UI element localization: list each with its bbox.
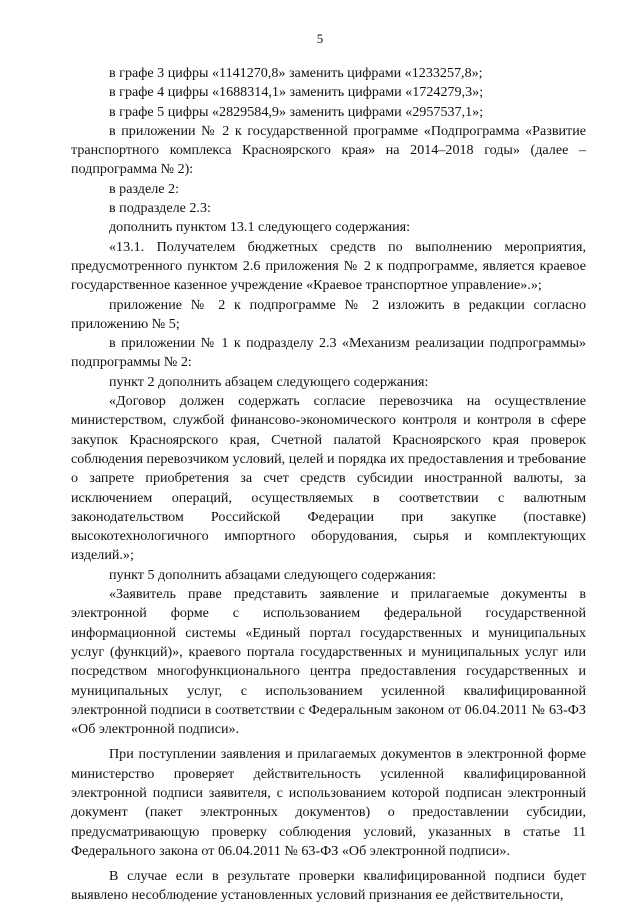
paragraph-graph3: в графе 3 цифры «1141270,8» заменить цифрами «1233257,8»;	[109, 65, 483, 81]
paragraph-appendix2: в приложении № 2 к государственной программе «Подпрограмма «Развитие транспортного комплекса Красноярского края» на 2014–2018 годы» (далее – подпрограмма № 2):	[71, 122, 586, 178]
paragraph-signature-check: В случае если в результате проверки квалифицированной подписи будет выявлено несоблюдение установленных условий признания ее действительности,	[71, 868, 586, 904]
paragraph-point5-add: пункт 5 дополнить абзацами следующего содержания:	[109, 566, 436, 583]
paragraph-add-13-1: дополнить пунктом 13.1 следующего содержания:	[109, 219, 411, 236]
paragraph-applicant-text: «Заявитель праве представить заявление и прилагаемые документы в электронной форме с использованием федеральной государственной информационной системы «Единый портал государственных и муниципальных услуг (функций)», краевого портала государственных и муниципальных услуг или посредством многофункционального центра предоставления государственных и муниципальных услуг, с использованием усиленной квалифицированной электронной подписи в соответствии с Федеральным законом от 06.04.2011 № 63-ФЗ «Об электронной подписи».	[71, 586, 586, 738]
paragraph-appendix1-mechanism: в приложении № 1 к подразделу 2.3 «Механизм реализации подпрограммы» подпрограммы № 2:	[71, 335, 586, 371]
page-number: 5	[316, 31, 324, 46]
paragraph-point2-add: пункт 2 дополнить абзацем следующего содержания:	[109, 373, 429, 390]
paragraph-graph5: в графе 5 цифры «2829584,9» заменить цифрами «2957537,1»;	[109, 103, 484, 120]
paragraph-electronic-receipt: При поступлении заявления и прилагаемых документов в электронной форме министерство проверяет действительность усиленной квалифицированной электронной подписи заявителя, с использованием которой подписан электронный документ (пакет электронных документов) о предоставлении субсидии, предусматривающую проверку соблюдения условий, указанных в статье 11 Федерального закона от 06.04.2011 № 63-ФЗ «Об электронной подписи».	[71, 746, 586, 859]
paragraph-appendix2-redaction: приложение № 2 к подпрограмме № 2 изложить в редакции согласно приложению № 5;	[71, 296, 586, 332]
paragraph-contract-text: «Договор должен содержать согласие перевозчика на осуществление министерством, службой финансово-экономического контроля и контроля в сфере закупок Красноярского края, Счетной палатой Красноярского края проверок соблюдения перевозчиком условий, целей и порядка их предоставления и требование о запрете приобретения за счет средств субсидии иностранной валюты, за исключением операций, осуществляемых в соответствии с валютным законодательством Российской Федерации при закупке (поставке) высокотехнологичного импортного оборудования, сырья и комплектующих изделий.»;	[71, 393, 586, 564]
paragraph-subsection23: в подразделе 2.3:	[109, 200, 211, 217]
paragraph-graph4: в графе 4 цифры «1688314,1» заменить цифрами «1724279,3»;	[109, 84, 484, 101]
document-body	[71, 64, 586, 906]
paragraph-13-1-text: «13.1. Получателем бюджетных средств по выполнению мероприятия, предусмотренного пунктом 2.6 приложения № 2 к подпрограмме, является краевое государственное казенное учреждение «Краевое транспортное управление».»;	[71, 238, 586, 294]
paragraph-section2: в разделе 2:	[109, 180, 179, 197]
